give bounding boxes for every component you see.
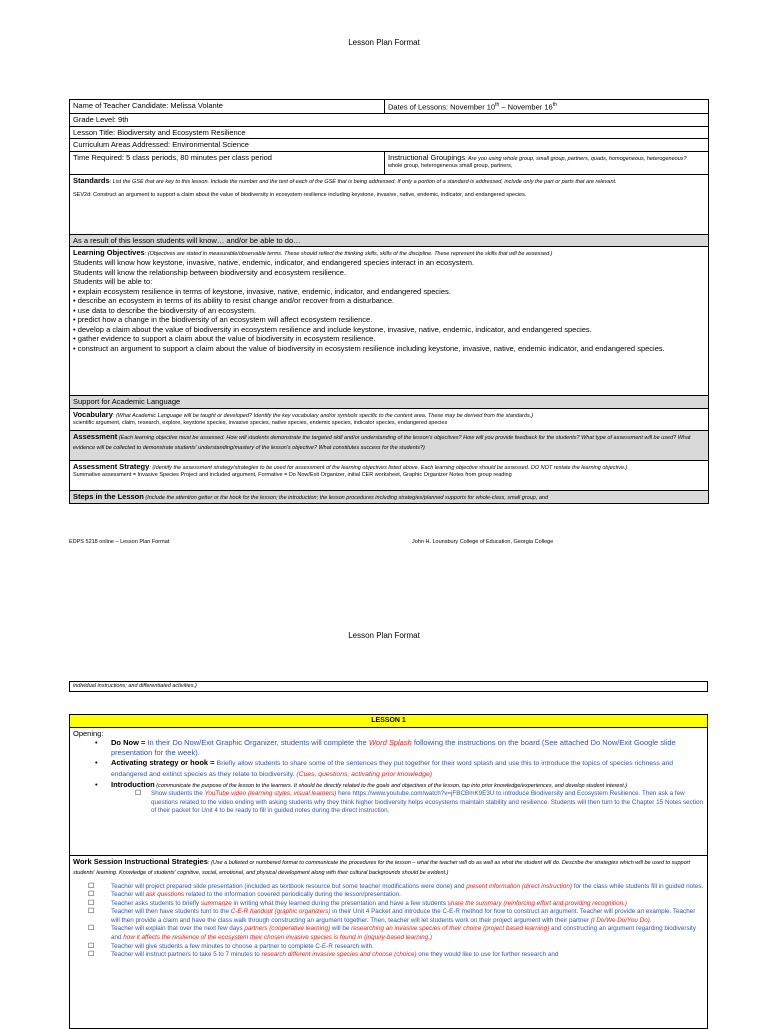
lesson-plan-table-1 <box>69 99 709 504</box>
work-item: ☐ Teacher will give students a few minutes to choose a partner to complete C-E-R research with. <box>88 942 374 950</box>
objective-line: • develop a claim about the value of biodiversity in ecosystem resilience and include keystone, invasive, native, endemic, indicator, and endangered species. <box>73 324 592 334</box>
checkbox-icon: ☐ <box>88 891 95 899</box>
objective-line: • predict how a change in the biodiversity of an ecosystem will affect ecosystem resilience. <box>73 315 373 324</box>
objective-line: • construct an argument to support a claim about the value of biodiversity in ecosystem resilience including keystone, invasive, native, endemic indicator, and endangered species. <box>73 343 665 353</box>
standards: Standards: List the GSE that are key to this lesson. Include the number and the text of each of the GSE that is being addressed. If only a portion of a standard is addressed, include only the part or parts that are relevant. SEV2d: Construct an argument to support a claim about the value of biodiversity in ecosystem resilience including keystone, invasive, native, endemic, indicator, and endangered species. <box>70 174 709 234</box>
objective-line: • gather evidence to support a claim about the value of biodiversity in ecosystem resilience. <box>73 334 376 343</box>
know-header: As a result of this lesson students will know… and/or be able to do… <box>70 234 709 247</box>
lesson-title: Lesson Title: Biodiversity and Ecosystem Resilience <box>70 126 709 139</box>
work-item: ☐ Teacher will ask questions related to the information covered periodically during the lesson/presentation. <box>88 891 401 899</box>
objective-line: • describe an ecosystem in terms of its ability to resist change and/or recover from a disturbance. <box>73 296 395 305</box>
checkbox-icon: ☐ <box>88 899 95 907</box>
vocabulary: Vocabulary: (What Academic Language will be taught or developed? Identify the key vocabulary and/or symbols specific to the content area. These may be derived from the standards.) scientific argument, claim, research, explore, keystone species, invasive species, native species, endemic species, indicator species, endangered species <box>70 408 709 430</box>
page-title-2: Lesson Plan Format <box>348 631 420 640</box>
checkbox-icon: ☐ <box>88 882 95 890</box>
checkbox-icon: ☐ <box>88 942 95 950</box>
objective-line: Students will know the relationship between biodiversity and ecosystem resilience. <box>73 267 347 277</box>
lesson-header: LESSON 1 <box>70 715 708 728</box>
bullet-icon: • <box>95 758 98 767</box>
introduction-item: • Introduction (communicate the purpose of the lesson to the learners. It should be directly related to the goals and objectives of the lesson, tap into prior knowledge/experiences, and develop student interest.) <box>95 780 628 789</box>
checkbox-icon: ☐ <box>88 925 95 933</box>
lesson-1-table <box>69 714 708 1029</box>
instructional-groupings: Instructional Groupings: Are you using whole group, small group, partners, quads, homogeneous, heterogeneous? whole group, heterogeneous small group, partners, <box>385 151 709 174</box>
work-item: ☐ Teacher will instruct partners to take 5 to 7 minutes to research different invasive species and choose (choice) one they would like to use for further research and <box>88 951 559 959</box>
work-item: ☐ Teacher will project prepared slide presentation (included as textbook resource but some teacher modifications were done) and present information (direct instruction) for the class while students fill in guided notes. <box>88 882 704 890</box>
objective-line: • explain ecosystem resilience in terms of keystone, invasive, native, endemic, indicator, and endangered species. <box>73 286 451 296</box>
bullet-icon: • <box>95 738 98 747</box>
learning-objectives: Learning Objectives: (Objectives are stated in measurable/observable terms. These should reflect the thinking skills, skills of the discipline. These represent the skills that will be assessed.) Students will know how keystone, invasive, native, endemic, indicator, and endangered species interact in an ecosystem. Students will know the relationship between biodiversity and ecosystem resilience. Students will be able to: • explain ecosystem resilience in terms of keystone, invasive, native, endemic, indicator, and endangered species. • describe an ecosystem in terms of its ability to resist change and/or recover from a disturbance. • use data to describe the biodiversity of an ecosystem. • predict how a change in the biodiversity of an ecosystem will affect ecosystem resilience. • develop a claim about the value of biodiversity in ecosystem resilience and include keystone, invasive, native, endemic, indicator, and endangered species. • gather evidence to support a claim about the value of biodiversity in ecosystem resilience. • construct an argument to support a claim about the value of biodiversity in ecosystem resilience including keystone, invasive, native, endemic indicator, and endangered species. <box>70 247 709 396</box>
checkbox-icon: ☐ <box>88 951 95 959</box>
checkbox-icon: ☐ <box>88 908 95 916</box>
academic-language-header: Support for Academic Language <box>70 396 709 409</box>
do-now-item: • Do Now = In their Do Now/Exit Graphic Organizer, students will complete the Word Splash following the instructions on the board (See attached Do Now/Exit Google slide presentation for the week). <box>95 738 676 757</box>
assessment-strategy: Assessment Strategy: (Identify the assessment strategy/strategies to be used for assessment of the learning objectives listed above. Each learning objective should be assessed. DO NOT restate the learning objective.) Summative assessment = Invasive Species Project and included argument, Formative = Do Now/Exit Organizer, initial CER worksheet, Graphic Organizer Notes from group reading <box>70 460 709 490</box>
work-item: ☐ Teacher will then have students turn to the C-E-R handout (graphic organizers) in their Unit 4 Packet and introduce the C-E-R method for how to construct an argument. Teacher will provide an example. Teacher will then provide a claim and have the class walk through constructing an argument together. Then, teacher will let students work on their project argument with their partner (I Do/We Do/You Do). <box>88 908 696 924</box>
checkbox-icon: ☐ <box>135 790 142 797</box>
steps-continued-table <box>69 681 708 692</box>
footer-right: John H. Lounsbury College of Education, Georgia College <box>412 539 554 545</box>
objective-line: Students will be able to: <box>73 277 153 286</box>
time-required: Time Required: 5 class periods, 80 minutes per class period <box>70 151 385 174</box>
objective-line: Students will know how keystone, invasive, native, endemic, indicator, and endangered species interact in an ecosystem. <box>73 258 475 267</box>
work-session-section: Work Session Instructional Strategies: (Use a bulleted or numbered format to communicate the procedures for the lesson – what the teacher will do as well as what the student will do. Describe the strategies which will be used to support students' learning. Knowledge of students' cognitive, social, emotional, and physical development along with their cultural backgrounds should be evident.) ☐ Teacher will project prepared slide presentation (included as textbook resource but some teacher modifications were done) and present information (direct instruction) for the class while students fill in guided notes. ☐ Teacher will ask questions related to the information covered periodically during the lesson/presentation. ☐ Teacher asks students to briefly summarize in writing what they learned during the presentation and have a few students share the summary (reinforcing effort and providing recognition.) ☐ Teacher will then have students turn to the C-E-R handout (graphic organizers) in their Unit 4 Packet and introduce the C-E-R method for how to construct an argument. Teacher will provide an example. Teacher will then provide a claim and have the class walk through constructing an argument together. Then, teacher will let students work on their project argument with their partner (I Do/We Do/You Do). ☐ Teacher will explain that over the next few days partners (cooperative learning) will be researching an invasive species of their choice (project based learning) and constructing an argument regarding biodiversity and how it affects the resilience of the ecosystem their chosen invasive species is found in (inquiry-based learning.) ☐ Teacher will give students a few minutes to choose a partner to complete C-E-R research with. ☐ Teacher will instruct partners to take 5 to 7 minutes to research different invasive species and choose (choice) one they would like to use for further research and <box>70 855 708 1028</box>
standards-text: SEV2d: Construct an argument to support a claim about the value of biodiversity in ecosystem resilience including keystone, invasive, native, endemic, indicator, and endangered species. <box>73 191 527 198</box>
footer-left: EDPS 5218 online – Lesson Plan Format <box>69 539 170 545</box>
objective-line: • use data to describe the biodiversity of an ecosystem. <box>73 305 257 315</box>
assessment: Assessment (Each learning objective must be assessed. How will students demonstrate the targeted skill and/or understanding of the lesson's objectives? How will you provide feedback for the students? What type of assessment will be used? What evidence will be collected to demonstrate students' understanding/mastery of the lesson's objective? What constitutes success for the students?) <box>70 430 709 460</box>
lesson-dates: Dates of Lessons: November 10th – November 16th <box>385 100 709 114</box>
grade-level: Grade Level: 9th <box>70 114 709 127</box>
bullet-icon: • <box>95 780 98 789</box>
opening-label: Opening <box>73 728 102 738</box>
work-item: ☐ Teacher asks students to briefly summarize in writing what they learned during the presentation and have a few students share the summary (reinforcing effort and providing recognition.) <box>88 899 627 907</box>
page-title: Lesson Plan Format <box>348 38 420 47</box>
activating-item: • Activating strategy or hook = Briefly allow students to share some of the sentences they put together for their word splash and use this to introduce the topics of species richness and endangered and extinct species as they relate to biodiversity. (Cues, questions, activating prior knowledge) <box>95 758 674 778</box>
steps-continued: individual instructions; and differentiated activities.) <box>70 682 708 692</box>
work-item: ☐ Teacher will explain that over the next few days partners (cooperative learning) will be researching an invasive species of their choice (project based learning) and constructing an argument regarding biodiversity and how it affects the resilience of the ecosystem their chosen invasive species is found in (inquiry-based learning.) <box>88 925 696 942</box>
steps-in-lesson: Steps in the Lesson (Include the attention getter or the hook for the lesson; the introduction; the lesson procedures including strategies/planned supports for whole-class, small group, and <box>70 490 709 503</box>
opening-section: Opening: • Do Now = In their Do Now/Exit Graphic Organizer, students will complete the Word Splash following the instructions on the board (See attached Do Now/Exit Google slide presentation for the week). • Activating strategy or hook = Briefly allow students to share some of the sentences they put together for their word splash and use this to introduce the topics of species richness and endangered and extinct species as they relate to biodiversity. (Cues, questions, activating prior knowledge) • Introduction (communicate the purpose of the lesson to the learners. It should be directly related to the goals and objectives of the lesson, tap into prior knowledge/experiences, and develop student interest.) ☐ Show students the YouTube video (learning styles, visual learners) here https://www.youtube.com/watch?v=jFBCBmK9E3U to introduce Biodiversity and Ecosystem Resilience. Then ask a few questions related to the video ending with asking students why they think higher biodiversity helps ecosystems maintain stability and resilience. Students will then turn to the Chapter 15 Notes section of their packet for Unit 4 to be ready to fill in guided notes during the direct instruction. <box>70 727 708 855</box>
video-item: ☐ Show students the YouTube video (learning styles, visual learners) here https://www.youtube.com/watch?v=jFBCBmK9E3U to introduce Biodiversity and Ecosystem Resilience. Then ask a few questions related to the video ending with asking students why they think higher biodiversity helps ecosystems maintain stability and resilience. Students will then turn to the Chapter 15 Notes section of their packet for Unit 4 to be ready to fill in guided notes during the direct instruction. <box>135 790 703 815</box>
teacher-name: Name of Teacher Candidate: Melissa Volante <box>70 100 385 114</box>
curriculum-areas: Curriculum Areas Addressed: Environmental Science <box>70 139 709 152</box>
